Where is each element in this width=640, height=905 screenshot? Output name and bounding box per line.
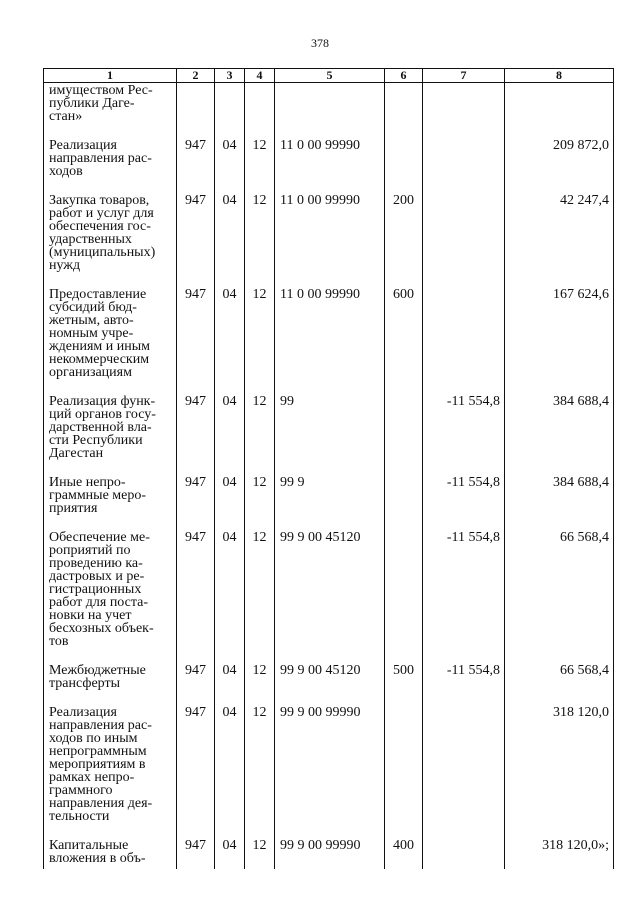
subsection-code: 12 [245,476,275,531]
change-amount [423,839,505,869]
subsection-code: 12 [245,288,275,395]
table-row [44,83,614,140]
table-row [44,395,614,476]
expense-name: Реализация направления рас- ходов [44,139,177,194]
target-article-code: 99 9 [275,476,385,531]
ministry-code [177,83,215,140]
expense-type-code [385,706,423,839]
change-amount: -11 554,8 [423,476,505,531]
total-amount: 167 624,6 [505,288,614,395]
ministry-code: 947 [177,395,215,476]
subsection-code: 12 [245,839,275,869]
target-article-code: 99 [275,395,385,476]
column-header: 4 [245,69,275,83]
subsection-code: 12 [245,139,275,194]
expense-name: Реализация функ- ций органов госу- дарственной вла- сти Республики Дагестан [44,395,177,476]
change-amount: -11 554,8 [423,664,505,706]
table-row [44,288,614,395]
column-number-row [44,69,614,83]
subsection-code: 12 [245,531,275,664]
section-code [215,83,245,140]
total-amount: 384 688,4 [505,476,614,531]
table-row [44,194,614,288]
column-header: 8 [505,69,614,83]
change-amount [423,83,505,140]
subsection-code: 12 [245,395,275,476]
target-article-code [275,83,385,140]
target-article-code: 11 0 00 99990 [275,139,385,194]
section-code: 04 [215,531,245,664]
total-amount: 384 688,4 [505,395,614,476]
total-amount [505,83,614,140]
expense-name: Предоставление субсидий бюд- жетным, авто- номным учре- ждениям и иным некоммерческим организациям [44,288,177,395]
ministry-code: 947 [177,839,215,869]
total-amount: 66 568,4 [505,531,614,664]
total-amount: 66 568,4 [505,664,614,706]
expense-type-code: 200 [385,194,423,288]
expense-name: Закупка товаров, работ и услуг для обеспечения гос- ударственных (муниципальных) нужд [44,194,177,288]
target-article-code: 99 9 00 99990 [275,839,385,869]
expense-type-code: 400 [385,839,423,869]
section-code: 04 [215,288,245,395]
ministry-code: 947 [177,288,215,395]
subsection-code [245,83,275,140]
column-header: 3 [215,69,245,83]
ministry-code: 947 [177,139,215,194]
target-article-code: 99 9 00 99990 [275,706,385,839]
ministry-code: 947 [177,476,215,531]
change-amount [423,139,505,194]
expense-name: Иные непро- граммные меро- приятия [44,476,177,531]
target-article-code: 11 0 00 99990 [275,288,385,395]
expense-name: Капитальные вложения в объ- [44,839,177,869]
expense-type-code: 600 [385,288,423,395]
change-amount [423,194,505,288]
expense-type-code: 500 [385,664,423,706]
change-amount: -11 554,8 [423,395,505,476]
page-number: 378 [311,36,329,50]
expense-type-code [385,476,423,531]
expense-name: имуществом Рес- публики Даге- стан» [44,83,177,140]
ministry-code: 947 [177,664,215,706]
expense-type-code [385,83,423,140]
subsection-code: 12 [245,194,275,288]
table-row [44,531,614,664]
subsection-code: 12 [245,706,275,839]
total-amount: 318 120,0 [505,706,614,839]
section-code: 04 [215,395,245,476]
target-article-code: 11 0 00 99990 [275,194,385,288]
total-amount: 318 120,0»; [505,839,614,869]
expense-type-code [385,139,423,194]
column-header: 6 [385,69,423,83]
change-amount [423,288,505,395]
column-header: 7 [423,69,505,83]
table-row [44,839,614,869]
column-header: 2 [177,69,215,83]
ministry-code: 947 [177,706,215,839]
table-row [44,139,614,194]
section-code: 04 [215,664,245,706]
total-amount: 209 872,0 [505,139,614,194]
total-amount: 42 247,4 [505,194,614,288]
expense-name: Обеспечение ме- роприятий по проведению ка- дастровых и ре- гистрационных работ для поста- новки на учет бесхозных объек- тов [44,531,177,664]
table-row [44,706,614,839]
ministry-code: 947 [177,194,215,288]
column-header: 1 [44,69,177,83]
section-code: 04 [215,139,245,194]
section-code: 04 [215,706,245,839]
subsection-code: 12 [245,664,275,706]
expense-type-code [385,395,423,476]
expense-name: Межбюджетные трансферты [44,664,177,706]
expense-type-code [385,531,423,664]
change-amount [423,706,505,839]
target-article-code: 99 9 00 45120 [275,664,385,706]
section-code: 04 [215,476,245,531]
section-code: 04 [215,194,245,288]
column-header: 5 [275,69,385,83]
table-row [44,476,614,531]
expense-name: Реализация направления рас- ходов по иным непрограммным мероприятиям в рамках непро- граммного направления дея- тельности [44,706,177,839]
change-amount: -11 554,8 [423,531,505,664]
budget-table [43,68,614,869]
table-row [44,664,614,706]
target-article-code: 99 9 00 45120 [275,531,385,664]
ministry-code: 947 [177,531,215,664]
section-code: 04 [215,839,245,869]
